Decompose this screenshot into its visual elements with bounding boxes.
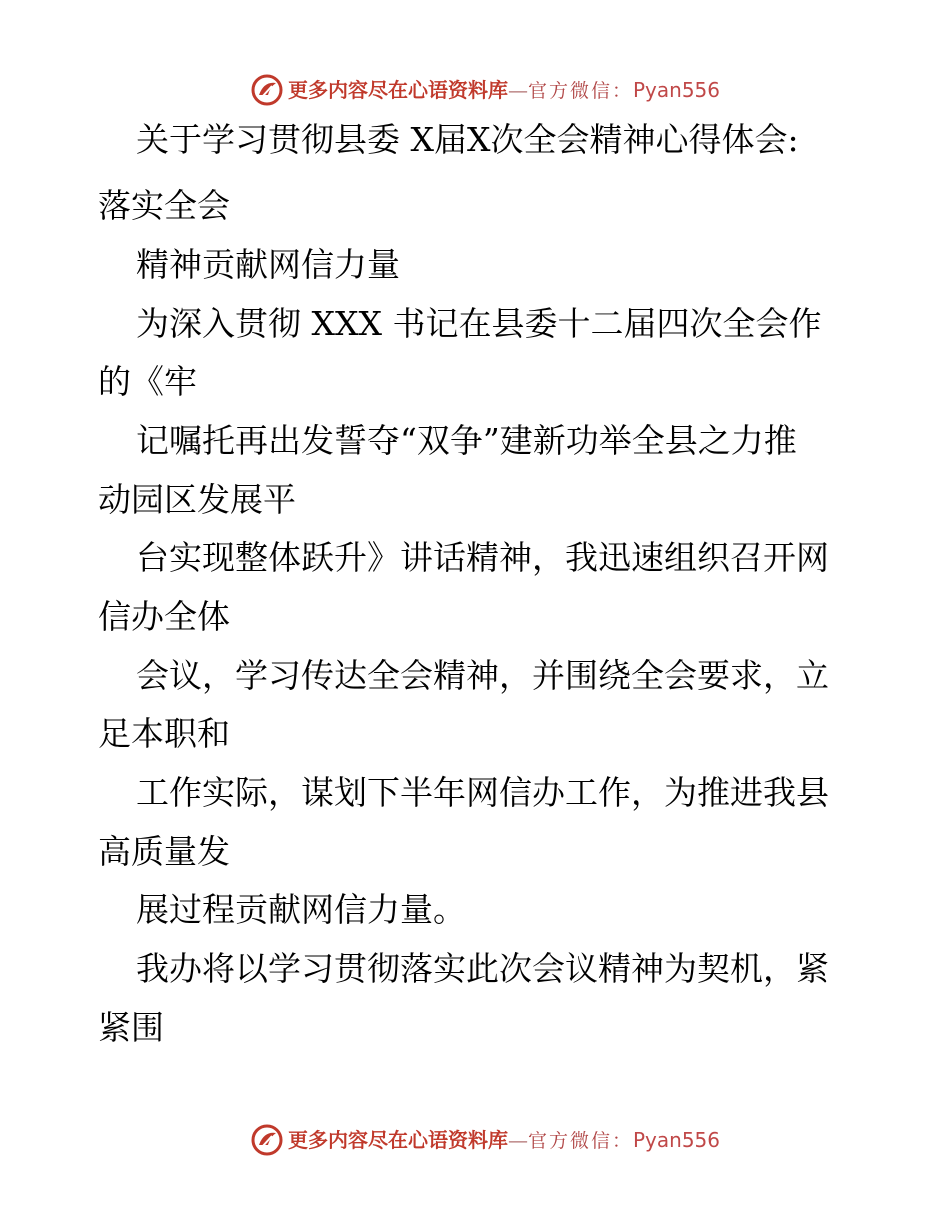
document-line: 动园区发展平 xyxy=(98,480,296,519)
header-banner-id: Pyan556 xyxy=(633,77,721,102)
document-line: 信办全体 xyxy=(98,597,230,636)
document-line: 高质量发 xyxy=(98,832,230,871)
footer-banner-main: 更多内容尽在心语资料库 xyxy=(287,1127,508,1152)
document-line: 关于学习贯彻县委 X届X次全会精神心得体会: xyxy=(136,120,799,159)
logo-icon xyxy=(250,73,284,107)
header-banner xyxy=(0,72,950,108)
document-line: 记嘱托再出发誓夺“双争”建新功举全县之力推 xyxy=(136,421,797,460)
document-line: 精神贡献网信力量 xyxy=(136,245,400,284)
footer-banner-text xyxy=(288,1125,720,1156)
document-line: 展过程贡献网信力量。 xyxy=(136,890,466,929)
document-line: 会议，学习传达全会精神，并围绕全会要求，立 xyxy=(136,656,829,695)
document-line: 紧围 xyxy=(98,1008,164,1047)
header-banner-content xyxy=(250,73,720,107)
document-line: 台实现整体跃升》讲话精神，我迅速组织召开网 xyxy=(136,538,829,577)
header-banner-main: 更多内容尽在心语资料库 xyxy=(287,77,508,102)
document-line: 工作实际，谋划下半年网信办工作，为推进我县 xyxy=(136,773,829,812)
footer-banner-content xyxy=(250,1123,720,1157)
logo-icon xyxy=(250,1123,284,1157)
document-line: 落实全会 xyxy=(98,186,230,225)
header-banner-separator: — xyxy=(507,77,528,102)
footer-banner xyxy=(0,1122,950,1158)
document-line: 我办将以学习贯彻落实此次会议精神为契机，紧 xyxy=(136,949,829,988)
document-line: 足本职和 xyxy=(98,714,230,753)
header-banner-sub: 官方微信： xyxy=(527,79,633,102)
header-banner-text xyxy=(288,75,720,106)
document-line: 为深入贯彻 XXX 书记在县委十二届四次全会作 xyxy=(136,304,822,343)
footer-banner-sub: 官方微信： xyxy=(527,1129,633,1152)
footer-banner-id: Pyan556 xyxy=(633,1127,721,1152)
footer-banner-separator: — xyxy=(507,1127,528,1152)
document-line: 的《牢 xyxy=(98,362,197,401)
